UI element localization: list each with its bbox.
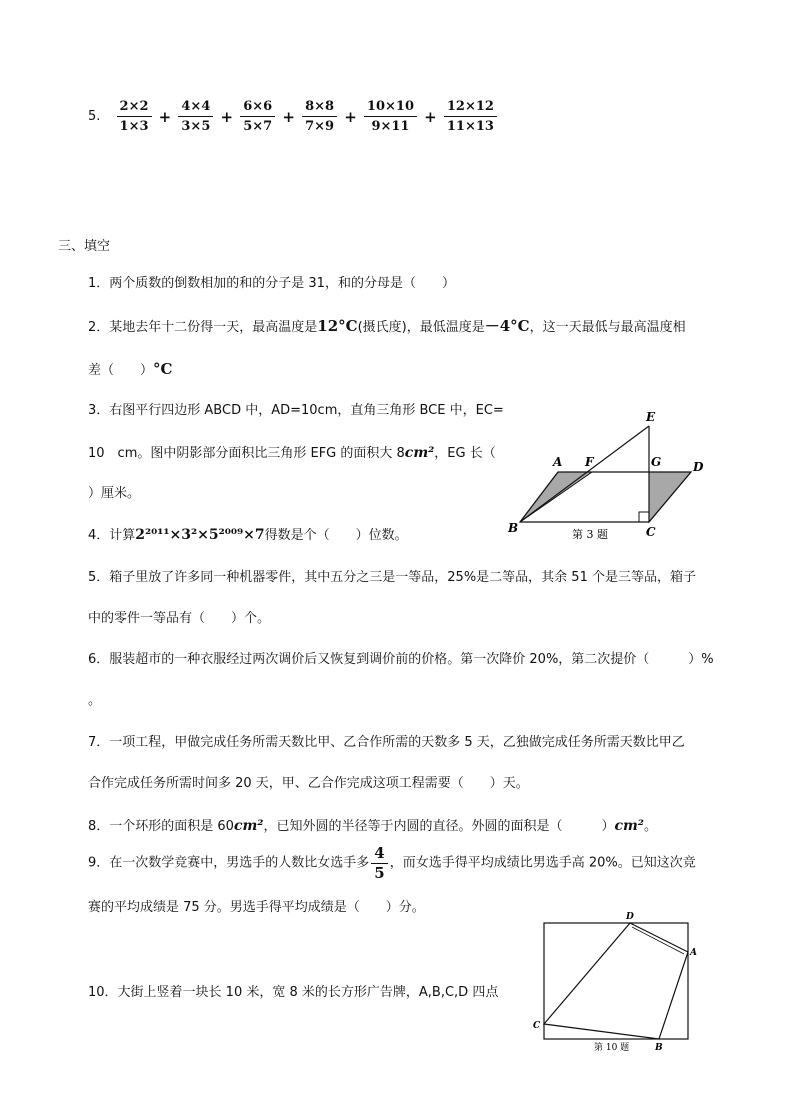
label-c: C (533, 1021, 541, 1031)
quadrilateral-dacb (544, 923, 688, 1039)
unit-cm2: cm² (614, 818, 644, 834)
question-7-line1: 7．一项工程，甲做完成任务所需天数比甲、乙合作所需的天数多 5 天，乙独做完成任务所需天数比甲乙 (88, 735, 685, 750)
section-title: 三、填空 (58, 239, 111, 254)
unit-cm2: cm² (404, 445, 435, 461)
label-d: D (693, 460, 704, 474)
question-5-line1: 5．箱子里放了许多同一种机器零件，其中五分之三是一等品，25%是二等品，其余 51 个是三等品，箱子 (88, 570, 696, 585)
billboard-rectangle (544, 923, 688, 1039)
question-1: 1．两个质数的倒数相加的和的分子是 31，和的分母是（ ） (88, 276, 455, 291)
question-7-line2: 合作完成任务所需时间多 20 天，甲、乙合作完成这项工程需要（ ）天。 (88, 776, 529, 791)
temp-high: 12°C (317, 317, 358, 335)
question-6-line1: 6．服装超市的一种衣服经过两次调价后又恢复到调价前的价格。第一次降价 20%，第二次提价（ ）% (88, 652, 714, 667)
question-3-line2: 10 cm。图中阴影部分面积比三角形 EFG 的面积大 8cm²，EG 长（ (88, 445, 496, 461)
label-g: G (651, 455, 662, 469)
question-10: 10．大街上竖着一块长 10 米，宽 8 米的长方形广告牌，A,B,C,D 四点 (88, 985, 499, 1000)
figure-10-caption: 第 10 题 (594, 1043, 630, 1053)
question-5-line2: 中的零件一等品有（ ）个。 (88, 611, 271, 626)
right-angle-mark (639, 512, 649, 522)
label-b: B (655, 1043, 663, 1053)
figure-10 (528, 908, 703, 1058)
fraction: $\frac{2\times 2}{1\times 3}$ (117, 99, 152, 134)
figure-3 (505, 408, 720, 543)
fraction: $\frac{8\times 8}{7\times 9}$ (302, 99, 337, 134)
fraction: $\frac{12\times 12}{11\times 13}$ (444, 99, 497, 134)
q5-number: 5. (88, 108, 101, 124)
figure-3-caption: 第 3 题 (572, 528, 608, 541)
power-expression: 2²⁰¹¹×3²×5²⁰⁰⁹×7 (135, 527, 265, 543)
label-e: E (646, 410, 656, 424)
label-c: C (646, 525, 656, 539)
temp-low: －4°C (484, 317, 530, 335)
question-6-line2: 。 (88, 693, 102, 708)
question-2-line2: 差（ ）°C (88, 360, 173, 378)
q5-row: 5. $\frac{2\times 2}{1\times 3}$ + $\frac{4\times 4}{3\times 5}$ + $\frac{6\times 6}{5\times 7}$ + $\frac{8\times 8}{7\times 9}$ + $\frac{10\times 10}{9\times 11}$ + $\frac{12\times 12}{11\times 13}$ (88, 99, 499, 134)
question-9-line1: 9．在一次数学竞赛中，男选手的人数比女选手多 $\frac{4}{5}$ ，而女选手得平均成绩比男选手高 20%。已知这次竞 (88, 844, 696, 882)
question-3-line1: 3．右图平行四边形 ABCD 中，AD=10cm，直角三角形 BCE 中，EC= (88, 403, 504, 418)
unit-cm2: cm² (233, 818, 264, 834)
fraction: $\frac{4\times 4}{3\times 5}$ (178, 99, 213, 134)
fraction-four-fifths: $\frac{4}{5}$ (371, 846, 387, 881)
fraction: $\frac{6\times 6}{5\times 7}$ (240, 99, 275, 134)
label-a: A (690, 948, 697, 958)
unit-celsius: °C (153, 360, 173, 378)
question-8: 8．一个环形的面积是 60cm²，已知外圆的半径等于内圆的直径。外圆的面积是（ ）cm²。 (88, 818, 657, 834)
label-a: A (553, 455, 563, 469)
line-be (520, 426, 649, 522)
label-b: B (508, 521, 519, 535)
label-d: D (626, 912, 634, 922)
label-f: F (585, 455, 594, 469)
question-3-line3: ）厘米。 (88, 486, 141, 501)
question-9-line2: 赛的平均成绩是 75 分。男选手得平均成绩是（ ）分。 (88, 900, 425, 915)
question-4: 4．计算2²⁰¹¹×3²×5²⁰⁰⁹×7得数是个（ ）位数。 (88, 527, 408, 543)
inner-lines (632, 927, 684, 954)
question-2-line1: 2．某地去年十二份得一天，最高温度是12°C(摄氏度)，最低温度是－4°C，这一天最低与最高温度相 (88, 317, 686, 335)
fraction: $\frac{10\times 10}{9\times 11}$ (364, 99, 417, 134)
